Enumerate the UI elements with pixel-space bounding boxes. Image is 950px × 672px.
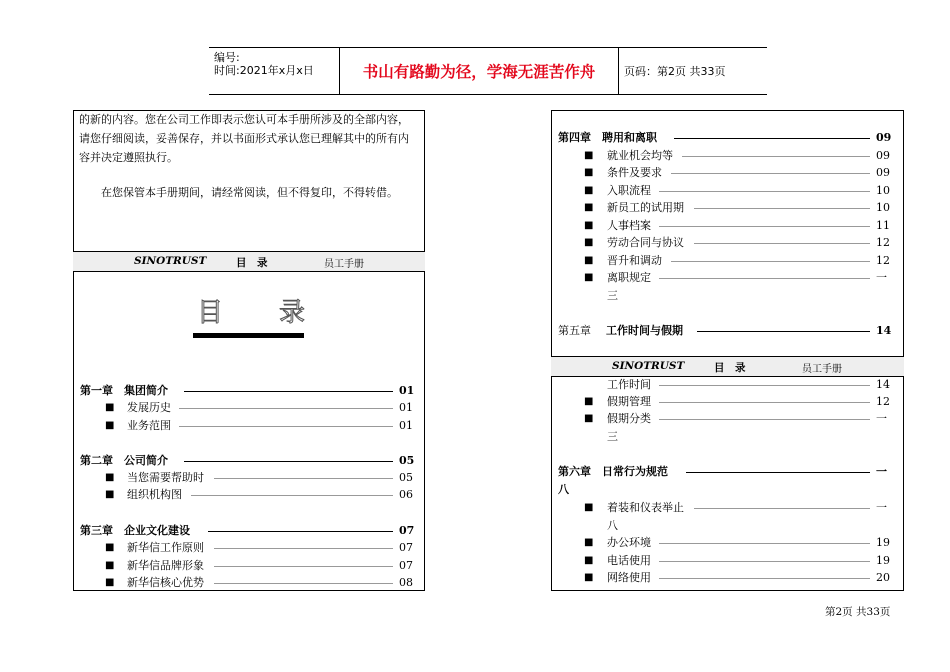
running-band xyxy=(551,356,904,377)
leader-dots xyxy=(694,208,871,209)
toc-label: 业务范围 xyxy=(127,419,171,432)
toc-page-number: 01 xyxy=(399,401,413,414)
leader-dots xyxy=(694,508,871,509)
toc-label: 第二章 公司简介 xyxy=(80,454,168,467)
leader-dots xyxy=(659,402,870,403)
leader-dots xyxy=(214,478,394,479)
leader-dots xyxy=(659,226,870,227)
toc-label: 电话使用 xyxy=(607,554,651,567)
intro-paragraph: 的新的内容。您在公司工作即表示您认可本手册所涉及的全部内容，请您仔细阅读，妥善保存，并以书面形式承认您已理解其中的所有内容并决定遵照执行。 xyxy=(79,113,409,164)
page-header xyxy=(209,47,767,95)
toc-label: 发展历史 xyxy=(127,401,171,414)
toc-item-row xyxy=(74,399,424,416)
toc-label: 人事档案 xyxy=(607,219,651,232)
leader-dots xyxy=(697,331,870,332)
leader-dots xyxy=(659,543,870,544)
header-meta xyxy=(209,48,340,94)
toc-page-number: 08 xyxy=(399,576,413,589)
right-page xyxy=(551,110,904,591)
toc-page-number: 12 xyxy=(876,236,890,249)
toc-wrap-row xyxy=(552,481,903,498)
toc-item-row xyxy=(552,234,903,251)
toc-item-row xyxy=(74,486,424,503)
toc-item-row xyxy=(74,574,424,591)
toc-label: 着装和仪表举止 xyxy=(607,501,684,514)
toc-label: 第四章 聘用和离职 xyxy=(558,131,657,144)
toc-page-number: 19 xyxy=(876,536,890,549)
bullet-icon: ■ xyxy=(584,396,594,407)
toc-item-row xyxy=(552,182,903,199)
toc-page-number: 12 xyxy=(876,395,890,408)
bullet-icon: ■ xyxy=(584,220,594,231)
toc-item-row xyxy=(74,539,424,556)
toc-page-number: 05 xyxy=(399,471,413,484)
toc-page-wrap: 八 xyxy=(558,483,569,496)
bullet-icon: ■ xyxy=(584,555,594,566)
bullet-icon: ■ xyxy=(105,420,115,431)
toc-page-number: 一 xyxy=(876,412,887,425)
leader-dots xyxy=(682,156,870,157)
toc-item-row xyxy=(552,252,903,269)
toc-page-number: 20 xyxy=(876,571,890,584)
toc-page-wrap: 三 xyxy=(607,430,618,443)
toc-item-row xyxy=(552,269,903,286)
toc-chapter-row xyxy=(552,463,903,480)
toc-page-number: 01 xyxy=(399,384,415,397)
time-label: 时间:2021年x月x日 xyxy=(214,64,314,77)
toc-label: 工作时间 xyxy=(607,378,651,391)
leader-dots xyxy=(214,548,394,549)
toc-page-number: 10 xyxy=(876,184,890,197)
toc-label: 组织机构图 xyxy=(127,488,182,501)
band-manual: 员工手册 xyxy=(324,259,364,270)
bullet-icon: ■ xyxy=(105,577,115,588)
bullet-icon: ■ xyxy=(105,560,115,571)
leader-dots xyxy=(659,561,870,562)
leader-dots xyxy=(671,261,871,262)
toc-label: 入职流程 xyxy=(607,184,651,197)
left-page xyxy=(73,110,425,591)
toc-page-number: 09 xyxy=(876,166,890,179)
bullet-icon: ■ xyxy=(584,202,594,213)
toc-item-row xyxy=(552,376,903,393)
band-brand: SINOTRUST xyxy=(612,360,685,372)
leader-dots xyxy=(659,419,870,420)
toc-page-number: 19 xyxy=(876,554,890,567)
leader-dots xyxy=(214,566,394,567)
toc-page-number: 一 xyxy=(876,271,887,284)
toc-page-number: 一 xyxy=(876,501,887,514)
band-title: 目 录 xyxy=(236,257,268,269)
bullet-icon: ■ xyxy=(584,185,594,196)
bullet-icon: ■ xyxy=(105,402,115,413)
toc-item-row xyxy=(552,552,903,569)
toc-page-number: 12 xyxy=(876,254,890,267)
bullet-icon: ■ xyxy=(584,502,594,513)
leader-dots xyxy=(659,385,870,386)
toc-label: 网络使用 xyxy=(607,571,651,584)
toc-chapter-prefix: 第五章 xyxy=(558,324,591,337)
header-slogan: 书山有路勤为径，学海无涯苦作舟 xyxy=(340,48,619,94)
toc-page-number: 14 xyxy=(876,378,890,391)
leader-dots xyxy=(694,243,871,244)
toc-label: 劳动合同与协议 xyxy=(607,236,684,249)
header-page-label: 页码：第2页 共33页 xyxy=(624,65,726,78)
bullet-icon: ■ xyxy=(584,537,594,548)
title-rule xyxy=(193,333,304,338)
running-band xyxy=(73,251,425,272)
page-footer: 第2页 共33页 xyxy=(825,606,891,618)
toc-label: 就业机会均等 xyxy=(607,149,673,162)
toc-page-number: 09 xyxy=(876,149,890,162)
toc-item-row xyxy=(552,199,903,216)
toc-item-row xyxy=(552,499,903,516)
leader-dots xyxy=(184,391,393,392)
toc-page-number: 一 xyxy=(876,465,887,478)
leader-dots xyxy=(208,531,393,532)
band-title: 目 录 xyxy=(714,362,746,374)
leader-dots xyxy=(214,583,394,584)
bullet-icon: ■ xyxy=(584,167,594,178)
toc-label: 办公环境 xyxy=(607,536,651,549)
toc-chapter-row xyxy=(552,322,903,339)
toc-item-row xyxy=(552,164,903,181)
toc-label: 新华信工作原则 xyxy=(127,541,204,554)
bullet-icon: ■ xyxy=(584,255,594,266)
toc-page-number: 05 xyxy=(399,454,415,467)
bullet-icon: ■ xyxy=(584,237,594,248)
leader-dots xyxy=(179,426,393,427)
toc-item-row xyxy=(552,534,903,551)
toc-item-row xyxy=(74,557,424,574)
band-brand: SINOTRUST xyxy=(134,255,207,267)
toc-label: 假期分类 xyxy=(607,412,651,425)
leader-dots xyxy=(659,278,870,279)
toc-label: 新员工的试用期 xyxy=(607,201,684,214)
toc-item-row xyxy=(552,393,903,410)
toc-item-row xyxy=(74,417,424,434)
toc-title-char-1: 目 xyxy=(197,298,226,328)
toc-page-number: 07 xyxy=(399,541,413,554)
toc-item-row xyxy=(74,469,424,486)
toc-wrap-row xyxy=(552,428,903,445)
bullet-icon: ■ xyxy=(105,542,115,553)
notice-paragraph: 在您保管本手册期间，请经常阅读，但不得复印，不得转借。 xyxy=(101,186,398,199)
toc-label: 晋升和调动 xyxy=(607,254,662,267)
toc-page-number: 09 xyxy=(876,131,892,144)
toc-label: 条件及要求 xyxy=(607,166,662,179)
toc-label: 工作时间与假期 xyxy=(606,324,683,337)
toc-chapter-row xyxy=(74,382,424,399)
leader-dots xyxy=(179,408,393,409)
toc-chapter-row xyxy=(74,522,424,539)
toc-item-row xyxy=(552,217,903,234)
toc-item-row xyxy=(552,569,903,586)
toc-wrap-row xyxy=(552,517,903,534)
toc-chapter-row xyxy=(74,452,424,469)
leader-dots xyxy=(674,138,870,139)
toc-label: 第三章 企业文化建设 xyxy=(80,524,190,537)
toc-page-number: 06 xyxy=(399,488,413,501)
toc-label: 当您需要帮助时 xyxy=(127,471,204,484)
toc-label: 离职规定 xyxy=(607,271,651,284)
toc-item-row xyxy=(552,410,903,427)
number-label: 编号: xyxy=(214,51,240,64)
toc-title-char-2: 录 xyxy=(279,298,308,328)
bullet-icon: ■ xyxy=(584,150,594,161)
toc-page-number: 14 xyxy=(876,324,892,337)
band-manual: 员工手册 xyxy=(802,364,842,375)
leader-dots xyxy=(184,461,393,462)
toc-label: 新华信核心优势 xyxy=(127,576,204,589)
toc-page-wrap: 八 xyxy=(607,519,618,532)
toc-page-number: 07 xyxy=(399,524,415,537)
toc-page-number: 10 xyxy=(876,201,890,214)
toc-label: 第一章 集团简介 xyxy=(80,384,168,397)
leader-dots xyxy=(191,495,394,496)
toc-wrap-row xyxy=(552,287,903,304)
toc-item-row xyxy=(552,147,903,164)
bullet-icon: ■ xyxy=(584,572,594,583)
leader-dots xyxy=(686,472,870,473)
toc-label: 假期管理 xyxy=(607,395,651,408)
toc-label: 新华信品牌形象 xyxy=(127,559,204,572)
bullet-icon: ■ xyxy=(105,489,115,500)
bullet-icon: ■ xyxy=(584,413,594,424)
toc-page-number: 07 xyxy=(399,559,413,572)
leader-dots xyxy=(659,578,870,579)
leader-dots xyxy=(659,191,870,192)
leader-dots xyxy=(671,173,871,174)
toc-page-wrap: 三 xyxy=(607,289,618,302)
toc-page-number: 01 xyxy=(399,419,413,432)
bullet-icon: ■ xyxy=(584,272,594,283)
bullet-icon: ■ xyxy=(105,472,115,483)
toc-label: 第六章 日常行为规范 xyxy=(558,465,668,478)
toc-page-number: 11 xyxy=(876,219,890,232)
toc-chapter-row xyxy=(552,129,903,146)
